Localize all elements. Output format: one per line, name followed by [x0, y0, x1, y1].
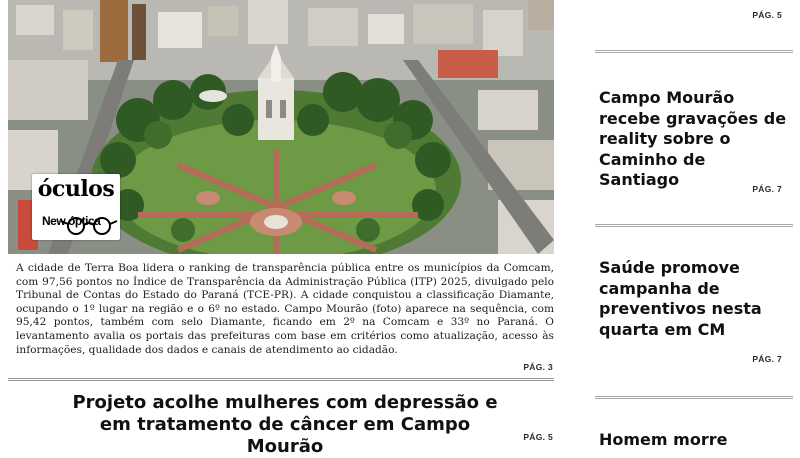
sidebar-story-page-ref[interactable]: PÁG. 7 [752, 354, 782, 364]
caption-page-ref[interactable]: PÁG. 3 [523, 362, 553, 372]
lower-story-headline[interactable]: Projeto acolhe mulheres com depressão e em tratamento de câncer em Campo Mourão [72, 392, 498, 457]
sidebar-divider [595, 50, 793, 53]
photo-caption: A cidade de Terra Boa lidera o ranking de transparência pública entre os municípios da Comcam, com 97,56 pontos no Índice de Transparência da Administração Pública (ITP) 2025, divulgado pelo Tribunal de Contas do Estado do Paraná (TCE-PR). A cidade conquistou a classificação Diamante, ocupando o 1º lugar na região e o 6º no estado. Campo Mourão (foto) aparece na sequência, com 95,42 pontos, também com selo Diamante, ficando em 2º na Comcam e 33º no Paraná. O levantamento avalia os portais das prefeituras com base em critérios como atualização, acesso às informações, qualidade dos dados e canais de atendimento ao cidadão. [16, 262, 554, 356]
top-page-ref[interactable]: PÁG. 5 [752, 10, 782, 20]
sidebar-story-headline[interactable]: Campo Mourão recebe gravações de reality sobre o Caminho de Santiago [599, 88, 787, 189]
sidebar-divider [595, 396, 793, 399]
ad-word: óculos [37, 176, 115, 202]
section-divider [8, 378, 554, 381]
sidebar-story-page-ref[interactable]: PÁG. 7 [752, 184, 782, 194]
lower-story-page-ref[interactable]: PÁG. 5 [523, 432, 553, 442]
optica-ad-badge[interactable] [32, 174, 120, 240]
ad-brand: New óptica [42, 214, 101, 228]
sidebar-story-headline[interactable]: Homem morre [599, 430, 728, 449]
sidebar-story-headline[interactable]: Saúde promove campanha de preventivos nesta quarta em CM [599, 258, 762, 339]
sidebar-divider [595, 224, 793, 227]
sidebar [571, 0, 800, 449]
aerial-city-photo[interactable] [8, 0, 554, 254]
